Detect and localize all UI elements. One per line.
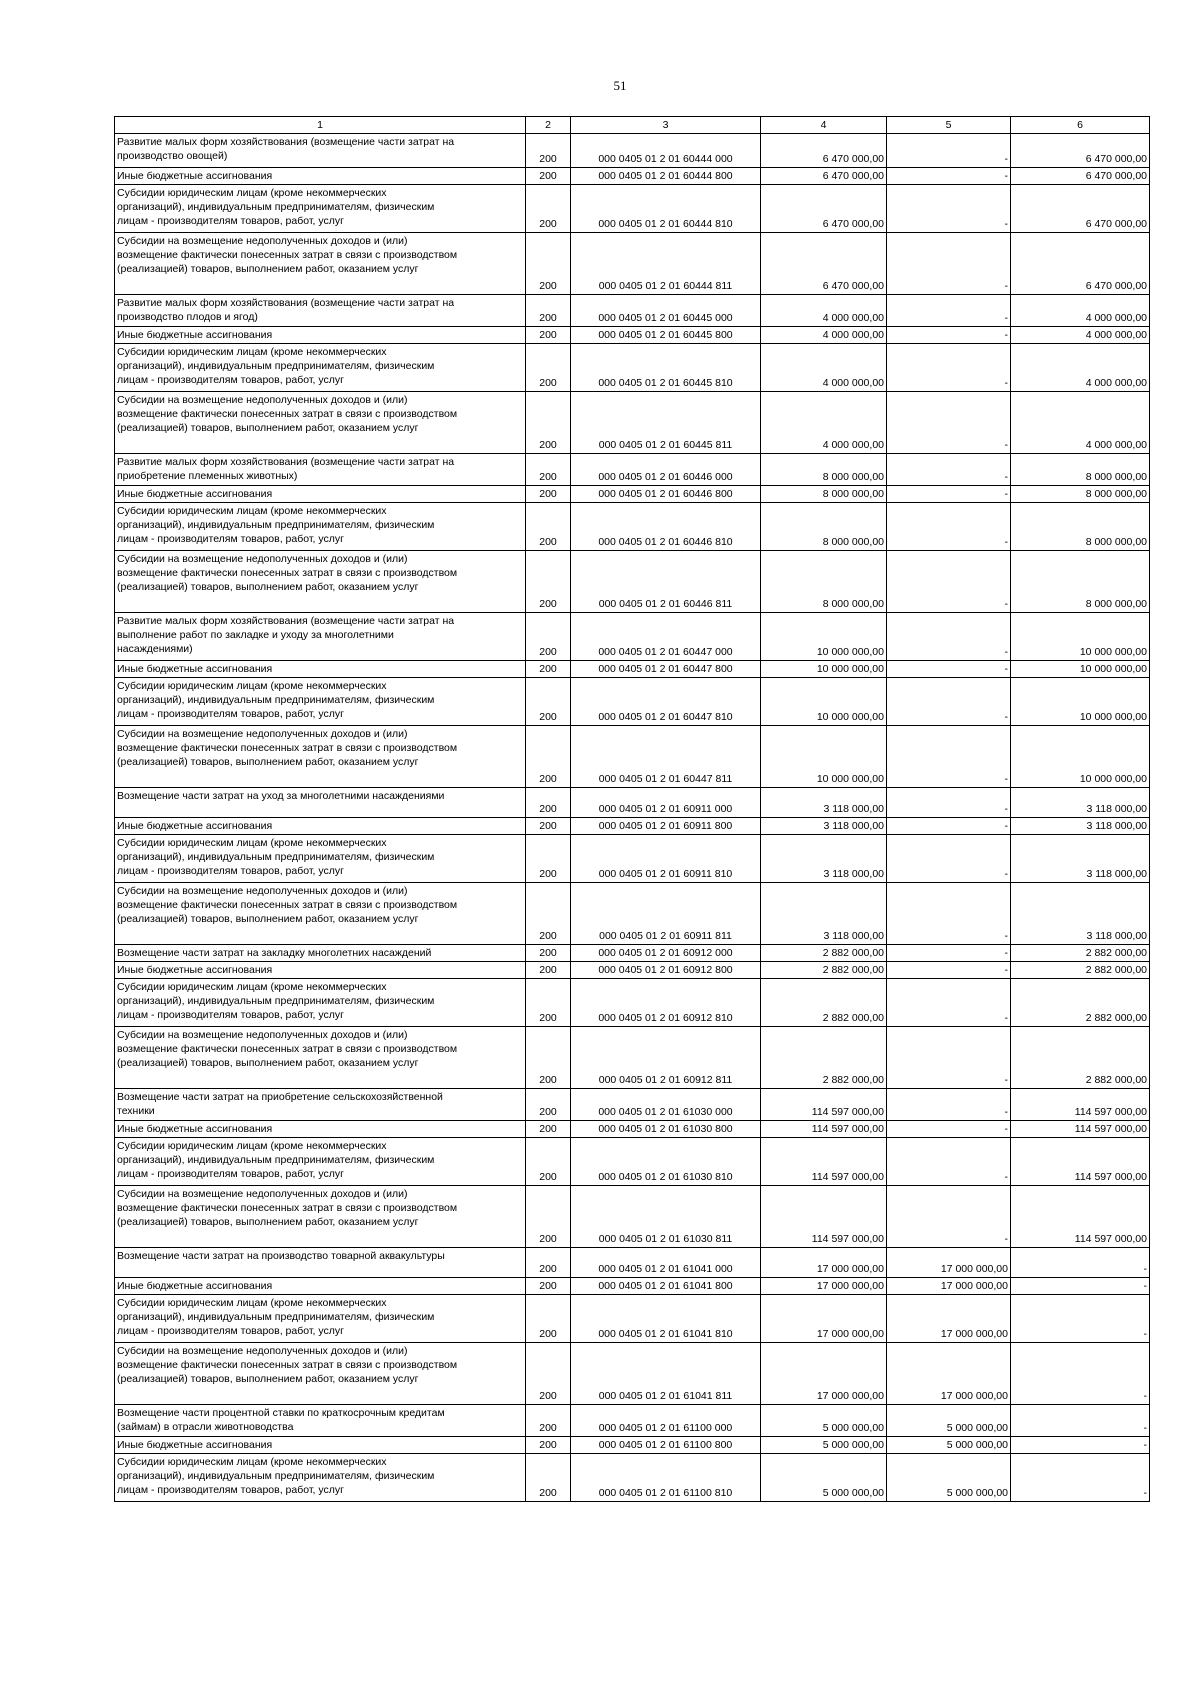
row-amount-col5: - — [887, 613, 1011, 661]
row-grbs-code: 200 — [526, 327, 571, 344]
row-amount-col4: 114 597 000,00 — [761, 1138, 887, 1186]
row-amount-col4: 114 597 000,00 — [761, 1121, 887, 1138]
column-number: 2 — [526, 117, 571, 134]
row-amount-col5: - — [887, 486, 1011, 503]
row-amount-col6: 6 470 000,00 — [1011, 168, 1150, 185]
row-budget-code: 000 0405 01 2 01 60446 800 — [571, 486, 761, 503]
table-row — [115, 551, 1150, 613]
row-amount-col5: 17 000 000,00 — [887, 1343, 1011, 1405]
row-grbs-code: 200 — [526, 962, 571, 979]
row-amount-col6: - — [1011, 1454, 1150, 1502]
row-description: Субсидии на возмещение недополученных доходов и (или) возмещение фактически понесенных затрат в связи с производством (реализацией) товаров, выполнением работ, оказанием услуг — [115, 1186, 526, 1248]
row-description: Субсидии на возмещение недополученных доходов и (или) возмещение фактически понесенных затрат в связи с производством (реализацией) товаров, выполнением работ, оказанием услуг — [115, 1343, 526, 1405]
row-description: Иные бюджетные ассигнования — [115, 486, 526, 503]
table-row — [115, 678, 1150, 726]
row-amount-col6: 2 882 000,00 — [1011, 1027, 1150, 1089]
table-row — [115, 233, 1150, 295]
table-row — [115, 1454, 1150, 1502]
row-budget-code: 000 0405 01 2 01 60912 811 — [571, 1027, 761, 1089]
row-amount-col5: - — [887, 168, 1011, 185]
row-amount-col5: - — [887, 1121, 1011, 1138]
row-grbs-code: 200 — [526, 835, 571, 883]
row-amount-col4: 5 000 000,00 — [761, 1454, 887, 1502]
row-grbs-code: 200 — [526, 945, 571, 962]
row-amount-col5: - — [887, 1186, 1011, 1248]
row-grbs-code: 200 — [526, 1248, 571, 1278]
row-amount-col5: 17 000 000,00 — [887, 1278, 1011, 1295]
table-row — [115, 1248, 1150, 1278]
row-grbs-code: 200 — [526, 726, 571, 788]
row-amount-col4: 6 470 000,00 — [761, 233, 887, 295]
table-row — [115, 454, 1150, 486]
row-amount-col4: 6 470 000,00 — [761, 168, 887, 185]
row-amount-col5: - — [887, 661, 1011, 678]
row-amount-col5: - — [887, 134, 1011, 168]
row-amount-col4: 17 000 000,00 — [761, 1343, 887, 1405]
row-description: Субсидии юридическим лицам (кроме некоммерческих организаций), индивидуальным предпринимателям, физическим лицам - производителям товаров, работ, услуг — [115, 678, 526, 726]
column-number: 3 — [571, 117, 761, 134]
row-grbs-code: 200 — [526, 295, 571, 327]
row-amount-col6: 114 597 000,00 — [1011, 1186, 1150, 1248]
row-grbs-code: 200 — [526, 1405, 571, 1437]
row-amount-col4: 2 882 000,00 — [761, 1027, 887, 1089]
row-budget-code: 000 0405 01 2 01 60446 810 — [571, 503, 761, 551]
row-grbs-code: 200 — [526, 661, 571, 678]
row-description: Субсидии на возмещение недополученных доходов и (или) возмещение фактически понесенных затрат в связи с производством (реализацией) товаров, выполнением работ, оказанием услуг — [115, 392, 526, 454]
row-description: Субсидии юридическим лицам (кроме некоммерческих организаций), индивидуальным предпринимателям, физическим лицам - производителям товаров, работ, услуг — [115, 1138, 526, 1186]
row-budget-code: 000 0405 01 2 01 60911 800 — [571, 818, 761, 835]
row-amount-col5: - — [887, 1138, 1011, 1186]
row-amount-col5: 5 000 000,00 — [887, 1454, 1011, 1502]
row-amount-col5: - — [887, 327, 1011, 344]
row-description: Развитие малых форм хозяйствования (возмещение части затрат на приобретение племенных животных) — [115, 454, 526, 486]
row-amount-col4: 2 882 000,00 — [761, 979, 887, 1027]
row-amount-col5: - — [887, 788, 1011, 818]
row-amount-col6: 8 000 000,00 — [1011, 551, 1150, 613]
row-amount-col4: 4 000 000,00 — [761, 392, 887, 454]
row-amount-col6: 114 597 000,00 — [1011, 1089, 1150, 1121]
row-amount-col6: 6 470 000,00 — [1011, 185, 1150, 233]
row-budget-code: 000 0405 01 2 01 60445 800 — [571, 327, 761, 344]
row-amount-col4: 10 000 000,00 — [761, 613, 887, 661]
row-budget-code: 000 0405 01 2 01 60444 810 — [571, 185, 761, 233]
table-row — [115, 1186, 1150, 1248]
table-row — [115, 295, 1150, 327]
row-grbs-code: 200 — [526, 613, 571, 661]
row-budget-code: 000 0405 01 2 01 61100 810 — [571, 1454, 761, 1502]
row-budget-code: 000 0405 01 2 01 60444 000 — [571, 134, 761, 168]
row-description: Субсидии юридическим лицам (кроме некоммерческих организаций), индивидуальным предпринимателям, физическим лицам - производителям товаров, работ, услуг — [115, 1454, 526, 1502]
row-amount-col4: 10 000 000,00 — [761, 726, 887, 788]
page-number: 51 — [613, 78, 627, 93]
row-amount-col6: 6 470 000,00 — [1011, 134, 1150, 168]
row-grbs-code: 200 — [526, 1295, 571, 1343]
row-amount-col5: - — [887, 945, 1011, 962]
row-amount-col5: - — [887, 454, 1011, 486]
row-grbs-code: 200 — [526, 233, 571, 295]
row-description: Субсидии на возмещение недополученных доходов и (или) возмещение фактически понесенных затрат в связи с производством (реализацией) товаров, выполнением работ, оказанием услуг — [115, 551, 526, 613]
table-body — [115, 117, 1150, 1502]
row-description: Субсидии юридическим лицам (кроме некоммерческих организаций), индивидуальным предпринимателям, физическим лицам - производителям товаров, работ, услуг — [115, 1295, 526, 1343]
row-amount-col5: - — [887, 962, 1011, 979]
row-budget-code: 000 0405 01 2 01 60912 810 — [571, 979, 761, 1027]
row-amount-col4: 8 000 000,00 — [761, 503, 887, 551]
row-amount-col6: 10 000 000,00 — [1011, 661, 1150, 678]
table-row — [115, 835, 1150, 883]
row-grbs-code: 200 — [526, 1454, 571, 1502]
row-grbs-code: 200 — [526, 1138, 571, 1186]
row-description: Субсидии юридическим лицам (кроме некоммерческих организаций), индивидуальным предпринимателям, физическим лицам - производителям товаров, работ, услуг — [115, 344, 526, 392]
row-description: Иные бюджетные ассигнования — [115, 1278, 526, 1295]
row-budget-code: 000 0405 01 2 01 61030 000 — [571, 1089, 761, 1121]
table-row — [115, 883, 1150, 945]
row-amount-col6: 10 000 000,00 — [1011, 726, 1150, 788]
column-number: 6 — [1011, 117, 1150, 134]
row-amount-col4: 8 000 000,00 — [761, 486, 887, 503]
row-amount-col6: 10 000 000,00 — [1011, 678, 1150, 726]
row-budget-code: 000 0405 01 2 01 61041 811 — [571, 1343, 761, 1405]
row-budget-code: 000 0405 01 2 01 60444 800 — [571, 168, 761, 185]
row-amount-col6: 6 470 000,00 — [1011, 233, 1150, 295]
row-budget-code: 000 0405 01 2 01 61100 800 — [571, 1437, 761, 1454]
row-grbs-code: 200 — [526, 454, 571, 486]
row-amount-col4: 3 118 000,00 — [761, 818, 887, 835]
table-row — [115, 818, 1150, 835]
row-amount-col5: - — [887, 233, 1011, 295]
row-budget-code: 000 0405 01 2 01 61030 811 — [571, 1186, 761, 1248]
row-grbs-code: 200 — [526, 1121, 571, 1138]
row-budget-code: 000 0405 01 2 01 60912 000 — [571, 945, 761, 962]
budget-table — [114, 116, 1150, 1502]
row-budget-code: 000 0405 01 2 01 60447 811 — [571, 726, 761, 788]
table-row — [115, 962, 1150, 979]
row-grbs-code: 200 — [526, 168, 571, 185]
row-amount-col5: 17 000 000,00 — [887, 1248, 1011, 1278]
row-budget-code: 000 0405 01 2 01 60447 810 — [571, 678, 761, 726]
row-amount-col4: 3 118 000,00 — [761, 835, 887, 883]
row-amount-col4: 10 000 000,00 — [761, 661, 887, 678]
row-amount-col5: - — [887, 818, 1011, 835]
row-grbs-code: 200 — [526, 818, 571, 835]
row-amount-col4: 4 000 000,00 — [761, 327, 887, 344]
row-budget-code: 000 0405 01 2 01 60444 811 — [571, 233, 761, 295]
row-amount-col6: 3 118 000,00 — [1011, 883, 1150, 945]
row-amount-col4: 10 000 000,00 — [761, 678, 887, 726]
row-amount-col6: 3 118 000,00 — [1011, 818, 1150, 835]
row-grbs-code: 200 — [526, 344, 571, 392]
row-budget-code: 000 0405 01 2 01 60445 810 — [571, 344, 761, 392]
row-grbs-code: 200 — [526, 134, 571, 168]
row-amount-col5: - — [887, 503, 1011, 551]
row-amount-col6: - — [1011, 1278, 1150, 1295]
row-amount-col6: 3 118 000,00 — [1011, 788, 1150, 818]
table-row — [115, 327, 1150, 344]
row-amount-col4: 114 597 000,00 — [761, 1186, 887, 1248]
row-grbs-code: 200 — [526, 1027, 571, 1089]
row-budget-code: 000 0405 01 2 01 60445 000 — [571, 295, 761, 327]
column-number-row — [115, 117, 1150, 134]
row-amount-col4: 8 000 000,00 — [761, 551, 887, 613]
table-row — [115, 788, 1150, 818]
row-amount-col6: 4 000 000,00 — [1011, 327, 1150, 344]
row-grbs-code: 200 — [526, 1278, 571, 1295]
row-description: Развитие малых форм хозяйствования (возмещение части затрат на производство овощей) — [115, 134, 526, 168]
row-description: Субсидии юридическим лицам (кроме некоммерческих организаций), индивидуальным предпринимателям, физическим лицам - производителям товаров, работ, услуг — [115, 979, 526, 1027]
row-description: Развитие малых форм хозяйствования (возмещение части затрат на производство плодов и ягод) — [115, 295, 526, 327]
column-number: 5 — [887, 117, 1011, 134]
table-row — [115, 1121, 1150, 1138]
row-amount-col5: 5 000 000,00 — [887, 1437, 1011, 1454]
row-budget-code: 000 0405 01 2 01 60447 000 — [571, 613, 761, 661]
row-budget-code: 000 0405 01 2 01 60447 800 — [571, 661, 761, 678]
row-grbs-code: 200 — [526, 392, 571, 454]
row-amount-col5: - — [887, 344, 1011, 392]
row-grbs-code: 200 — [526, 1343, 571, 1405]
row-amount-col5: - — [887, 392, 1011, 454]
row-amount-col6: 3 118 000,00 — [1011, 835, 1150, 883]
table-row — [115, 344, 1150, 392]
row-amount-col5: - — [887, 678, 1011, 726]
table-row — [115, 1278, 1150, 1295]
row-description: Субсидии юридическим лицам (кроме некоммерческих организаций), индивидуальным предпринимателям, физическим лицам - производителям товаров, работ, услуг — [115, 185, 526, 233]
row-description: Возмещение части затрат на закладку многолетних насаждений — [115, 945, 526, 962]
row-description: Иные бюджетные ассигнования — [115, 661, 526, 678]
row-description: Иные бюджетные ассигнования — [115, 818, 526, 835]
row-budget-code: 000 0405 01 2 01 61030 800 — [571, 1121, 761, 1138]
row-budget-code: 000 0405 01 2 01 60911 000 — [571, 788, 761, 818]
row-description: Возмещение части процентной ставки по краткосрочным кредитам (займам) в отрасли животноводства — [115, 1405, 526, 1437]
row-amount-col6: 2 882 000,00 — [1011, 979, 1150, 1027]
row-amount-col6: 8 000 000,00 — [1011, 454, 1150, 486]
row-description: Субсидии на возмещение недополученных доходов и (или) возмещение фактически понесенных затрат в связи с производством (реализацией) товаров, выполнением работ, оказанием услуг — [115, 726, 526, 788]
table-row — [115, 1138, 1150, 1186]
row-amount-col6: - — [1011, 1437, 1150, 1454]
row-grbs-code: 200 — [526, 486, 571, 503]
row-budget-code: 000 0405 01 2 01 61030 810 — [571, 1138, 761, 1186]
row-grbs-code: 200 — [526, 979, 571, 1027]
row-amount-col4: 2 882 000,00 — [761, 945, 887, 962]
row-grbs-code: 200 — [526, 788, 571, 818]
row-amount-col5: - — [887, 1089, 1011, 1121]
row-description: Иные бюджетные ассигнования — [115, 168, 526, 185]
table-row — [115, 945, 1150, 962]
row-amount-col6: - — [1011, 1405, 1150, 1437]
row-amount-col6: 114 597 000,00 — [1011, 1138, 1150, 1186]
row-amount-col6: 2 882 000,00 — [1011, 945, 1150, 962]
table-row — [115, 726, 1150, 788]
table-row — [115, 1089, 1150, 1121]
row-amount-col5: 17 000 000,00 — [887, 1295, 1011, 1343]
row-amount-col5: - — [887, 835, 1011, 883]
row-grbs-code: 200 — [526, 1186, 571, 1248]
row-grbs-code: 200 — [526, 678, 571, 726]
row-grbs-code: 200 — [526, 1437, 571, 1454]
row-budget-code: 000 0405 01 2 01 61041 000 — [571, 1248, 761, 1278]
row-amount-col6: 8 000 000,00 — [1011, 486, 1150, 503]
row-budget-code: 000 0405 01 2 01 60912 800 — [571, 962, 761, 979]
row-amount-col4: 17 000 000,00 — [761, 1295, 887, 1343]
table-row — [115, 1027, 1150, 1089]
table-row — [115, 185, 1150, 233]
table-row — [115, 661, 1150, 678]
row-description: Развитие малых форм хозяйствования (возмещение части затрат на выполнение работ по закладке и уходу за многолетними насаждениями) — [115, 613, 526, 661]
row-budget-code: 000 0405 01 2 01 61041 810 — [571, 1295, 761, 1343]
table-row — [115, 486, 1150, 503]
row-amount-col4: 3 118 000,00 — [761, 883, 887, 945]
row-grbs-code: 200 — [526, 185, 571, 233]
row-budget-code: 000 0405 01 2 01 61100 000 — [571, 1405, 761, 1437]
row-budget-code: 000 0405 01 2 01 61041 800 — [571, 1278, 761, 1295]
row-amount-col6: 4 000 000,00 — [1011, 295, 1150, 327]
row-amount-col5: - — [887, 979, 1011, 1027]
row-amount-col4: 114 597 000,00 — [761, 1089, 887, 1121]
row-description: Субсидии на возмещение недополученных доходов и (или) возмещение фактически понесенных затрат в связи с производством (реализацией) товаров, выполнением работ, оказанием услуг — [115, 233, 526, 295]
row-amount-col4: 17 000 000,00 — [761, 1278, 887, 1295]
row-amount-col6: - — [1011, 1295, 1150, 1343]
row-amount-col6: 10 000 000,00 — [1011, 613, 1150, 661]
row-budget-code: 000 0405 01 2 01 60445 811 — [571, 392, 761, 454]
row-budget-code: 000 0405 01 2 01 60446 811 — [571, 551, 761, 613]
row-amount-col6: - — [1011, 1343, 1150, 1405]
row-amount-col4: 5 000 000,00 — [761, 1437, 887, 1454]
row-description: Возмещение части затрат на приобретение сельскохозяйственной техники — [115, 1089, 526, 1121]
table-row — [115, 134, 1150, 168]
row-description: Иные бюджетные ассигнования — [115, 962, 526, 979]
row-amount-col5: - — [887, 551, 1011, 613]
column-number: 4 — [761, 117, 887, 134]
row-description: Субсидии на возмещение недополученных доходов и (или) возмещение фактически понесенных затрат в связи с производством (реализацией) товаров, выполнением работ, оказанием услуг — [115, 883, 526, 945]
row-grbs-code: 200 — [526, 883, 571, 945]
row-description: Возмещение части затрат на производство товарной аквакультуры — [115, 1248, 526, 1278]
row-amount-col5: - — [887, 883, 1011, 945]
table-row — [115, 168, 1150, 185]
row-grbs-code: 200 — [526, 1089, 571, 1121]
row-description: Иные бюджетные ассигнования — [115, 327, 526, 344]
row-amount-col6: 4 000 000,00 — [1011, 392, 1150, 454]
row-description: Иные бюджетные ассигнования — [115, 1437, 526, 1454]
row-amount-col4: 2 882 000,00 — [761, 962, 887, 979]
row-amount-col5: - — [887, 295, 1011, 327]
table-row — [115, 979, 1150, 1027]
row-description: Иные бюджетные ассигнования — [115, 1121, 526, 1138]
table-row — [115, 1343, 1150, 1405]
table-row — [115, 1295, 1150, 1343]
row-amount-col6: 2 882 000,00 — [1011, 962, 1150, 979]
row-description: Возмещение части затрат на уход за многолетними насаждениями — [115, 788, 526, 818]
row-budget-code: 000 0405 01 2 01 60446 000 — [571, 454, 761, 486]
row-amount-col5: - — [887, 1027, 1011, 1089]
row-amount-col6: 114 597 000,00 — [1011, 1121, 1150, 1138]
table-row — [115, 392, 1150, 454]
row-amount-col4: 4 000 000,00 — [761, 344, 887, 392]
table-row — [115, 1405, 1150, 1437]
row-amount-col4: 6 470 000,00 — [761, 185, 887, 233]
table-row — [115, 503, 1150, 551]
row-description: Субсидии на возмещение недополученных доходов и (или) возмещение фактически понесенных затрат в связи с производством (реализацией) товаров, выполнением работ, оказанием услуг — [115, 1027, 526, 1089]
row-description: Субсидии юридическим лицам (кроме некоммерческих организаций), индивидуальным предпринимателям, физическим лицам - производителям товаров, работ, услуг — [115, 835, 526, 883]
row-amount-col4: 6 470 000,00 — [761, 134, 887, 168]
row-amount-col4: 17 000 000,00 — [761, 1248, 887, 1278]
row-amount-col6: - — [1011, 1248, 1150, 1278]
table-row — [115, 613, 1150, 661]
row-budget-code: 000 0405 01 2 01 60911 810 — [571, 835, 761, 883]
row-grbs-code: 200 — [526, 551, 571, 613]
row-grbs-code: 200 — [526, 503, 571, 551]
row-amount-col5: - — [887, 726, 1011, 788]
column-number: 1 — [115, 117, 526, 134]
row-amount-col4: 5 000 000,00 — [761, 1405, 887, 1437]
row-budget-code: 000 0405 01 2 01 60911 811 — [571, 883, 761, 945]
row-amount-col4: 3 118 000,00 — [761, 788, 887, 818]
row-amount-col5: - — [887, 185, 1011, 233]
row-amount-col4: 8 000 000,00 — [761, 454, 887, 486]
row-amount-col6: 8 000 000,00 — [1011, 503, 1150, 551]
row-amount-col4: 4 000 000,00 — [761, 295, 887, 327]
row-amount-col6: 4 000 000,00 — [1011, 344, 1150, 392]
table-row — [115, 1437, 1150, 1454]
row-description: Субсидии юридическим лицам (кроме некоммерческих организаций), индивидуальным предпринимателям, физическим лицам - производителям товаров, работ, услуг — [115, 503, 526, 551]
row-amount-col5: 5 000 000,00 — [887, 1405, 1011, 1437]
